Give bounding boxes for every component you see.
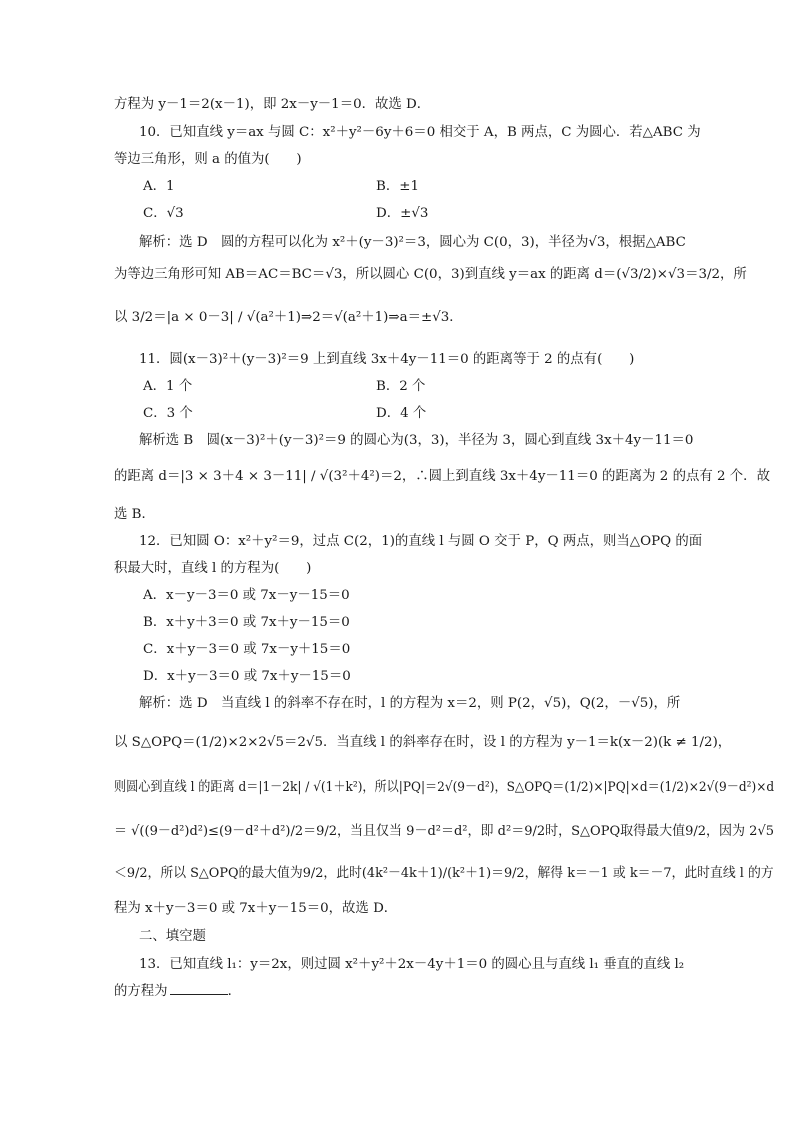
answer-blank[interactable] — [170, 982, 228, 995]
option-d: D．x＋y－3＝0 或 7x＋y－15＝0 — [143, 669, 351, 684]
text-line: 以 3/2＝|a × 0－3| / √(a²＋1)⇒2＝√(a²＋1)⇒a＝±√3． — [114, 310, 463, 325]
question-12-stem: 12．已知圆 O：x²＋y²＝9，过点 C(2，1)的直线 l 与圆 O 交于 P，Q 两点，则当△OPQ 的面 — [139, 534, 703, 549]
text-line: 为等边三角形可知 AB＝AC＝BC＝√3，所以圆心 C(0，3)到直线 y＝ax 的距离 d＝(√3/2)×√3＝3/2，所 — [114, 267, 747, 282]
option-c: C．3 个 — [143, 406, 193, 421]
answer-blank-line: 的方程为 ． — [114, 984, 241, 999]
option-b: B．2 个 — [376, 379, 426, 394]
option-b: B．x＋y＋3＝0 或 7x＋y－15＝0 — [143, 615, 350, 630]
text-line: ＜9/2，所以 S△OPQ的最大值为9/2，此时(4k²－4k＋1)/(k²＋1)＝9/2，解得 k＝－1 或 k＝－7，此时直线 l 的方 — [114, 866, 774, 881]
text-line: 则圆心到直线 l 的距离 d＝|1－2k| / √(1＋k²)，所以|PQ|＝2√(9－d²)，S△OPQ＝(1/2)×|PQ|×d＝(1/2)×2√(9－d²)×d — [114, 780, 775, 795]
option-a: A．1 — [143, 179, 175, 194]
text-line: 积最大时，直线 l 的方程为( ) — [114, 561, 312, 576]
text-line: 选 B． — [114, 507, 155, 522]
option-c: C．x＋y－3＝0 或 7x－y＋15＝0 — [143, 642, 351, 657]
option-d: D．4 个 — [376, 406, 427, 421]
option-a: A．x－y－3＝0 或 7x－y－15＝0 — [143, 588, 350, 603]
text-line: 等边三角形，则 a 的值为( ) — [114, 152, 302, 167]
section-heading: 二、填空题 — [139, 929, 206, 944]
option-c: C．√3 — [143, 206, 184, 221]
solution-10: 解析：选 D 圆的方程可以化为 x²＋(y－3)²＝3，圆心为 C(0，3)，半径为√3，根据△ABC — [139, 235, 686, 250]
option-d: D．±√3 — [376, 206, 429, 221]
text-line: ＝ √((9－d²)d²)≤(9－d²＋d²)/2＝9/2，当且仅当 9－d²＝d²，即 d²＝9/2时，S△OPQ取得最大值9/2，因为 2√5 — [114, 824, 775, 839]
option-b: B．±1 — [376, 179, 419, 194]
text-line: 方程为 y－1＝2(x－1)，即 2x－y－1＝0．故选 D． — [114, 97, 431, 112]
solution-12: 解析：选 D 当直线 l 的斜率不存在时，l 的方程为 x＝2，则 P(2，√5)，Q(2，－√5)，所 — [139, 696, 681, 711]
text-line: 的距离 d＝|3 × 3＋4 × 3－11| / √(3²＋4²)＝2，∴圆上到直线 3x＋4y－11＝0 的距离为 2 的点有 2 个．故 — [114, 469, 770, 484]
text-line: 以 S△OPQ＝(1/2)×2×2√5＝2√5．当直线 l 的斜率存在时，设 l 的方程为 y－1＝k(x－2)(k ≠ 1/2)， — [114, 735, 732, 750]
solution-11: 解析选 B 圆(x－3)²＋(y－3)²＝9 的圆心为(3，3)，半径为 3，圆心到直线 3x＋4y－11＝0 — [139, 433, 694, 448]
text-line: 程为 x＋y－3＝0 或 7x＋y－15＝0，故选 D． — [114, 901, 398, 916]
text-line: 的方程为 — [114, 984, 168, 999]
question-13-stem: 13．已知直线 l₁：y＝2x，则过圆 x²＋y²＋2x－4y＋1＝0 的圆心且与直线 l₁ 垂直的直线 l₂ — [139, 957, 685, 972]
question-10-stem: 10．已知直线 y＝ax 与圆 C：x²＋y²－6y＋6＝0 相交于 A，B 两点，C 为圆心．若△ABC 为 — [139, 125, 701, 140]
option-a: A．1 个 — [143, 379, 193, 394]
question-11-stem: 11．圆(x－3)²＋(y－3)²＝9 上到直线 3x＋4y－11＝0 的距离等于 2 的点有( ) — [139, 352, 635, 367]
